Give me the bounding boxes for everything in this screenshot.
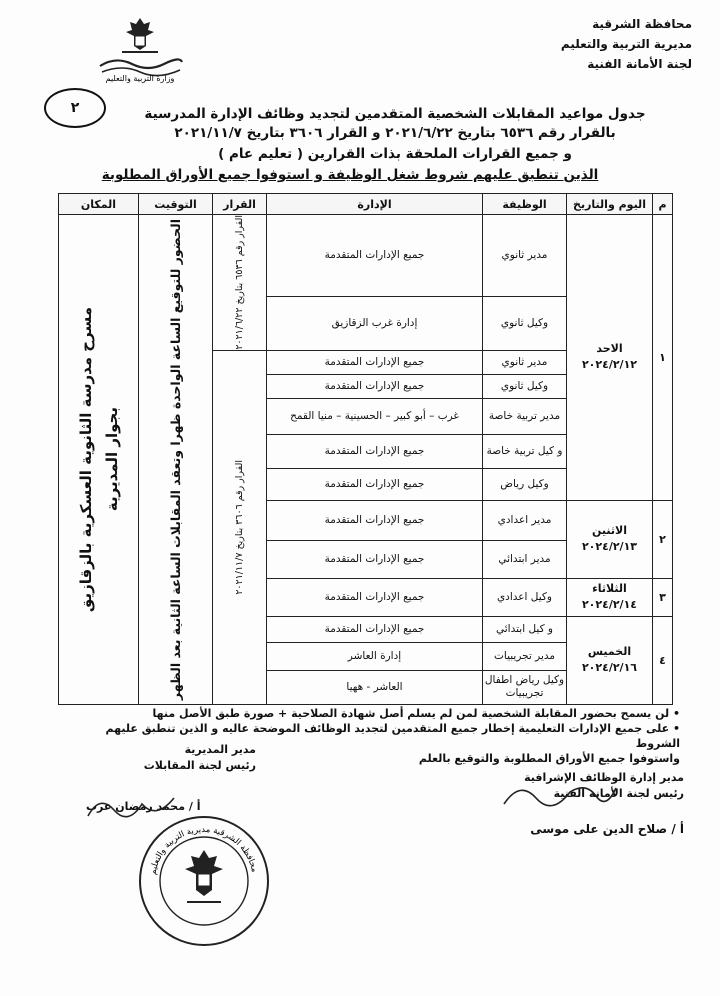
admin-cell: إدارة العاشر [267, 642, 483, 670]
header-place: المكان [59, 194, 139, 215]
signature-left-title-1: مدير المديرية [184, 743, 256, 756]
timing-cell [139, 215, 213, 705]
admin-cell: جميع الإدارات المتقدمة [267, 434, 483, 468]
job-cell: مدير تجريبيات [483, 642, 567, 670]
header-num: م [653, 194, 673, 215]
timing-text: الحضور للتوقيع الساعة الواحدة ظهرا وتعقد المقابلات الساعة الثانية بعد الظهر [168, 218, 183, 700]
job-cell: مدير ابتدائي [483, 540, 567, 578]
admin-cell: إدارة غرب الزقازيق [267, 296, 483, 350]
table-header-row [59, 194, 673, 215]
day-name: الاحد [596, 342, 623, 356]
header-day-date: اليوم والتاريخ [567, 194, 653, 215]
job-cell: مدير اعدادي [483, 500, 567, 540]
ministry-logo [92, 14, 188, 84]
admin-cell: جميع الإدارات المتقدمة [267, 350, 483, 374]
job-cell: وكيل اعدادي [483, 578, 567, 616]
decision-text-2: القرار رقم ٣٦٠٦ بتاريخ ٢٠٢١/١١/٧ [233, 459, 245, 595]
day-number: ٣ [653, 578, 673, 616]
day-number: ٢ [653, 500, 673, 578]
job-cell: مدير تربية خاصة [483, 398, 567, 434]
decision-cell-2 [213, 350, 267, 704]
job-cell: و كيل تربية خاصة [483, 434, 567, 468]
signature-right-name: أ / صلاح الدين على موسى [530, 822, 684, 836]
job-cell: مدير ثانوي [483, 215, 567, 297]
governorate-label: محافظة الشرقية [592, 17, 692, 31]
admin-cell: العاشر - ههيا [267, 670, 483, 704]
job-cell: وكيل ثانوي [483, 374, 567, 398]
handwritten-signature-right [500, 774, 620, 814]
table-row [59, 215, 673, 297]
admin-cell: جميع الإدارات المتقدمة [267, 616, 483, 642]
header-timing: التوقيت [139, 194, 213, 215]
signature-left-name: أ / محمد رمضان عرب [86, 800, 201, 813]
note-2: • على جميع الإدارات التعليمية إخطار جميع المتقدمين لتجديد الوظائف الموضحة عاليه و الذين تنطبق عليهم الشروط [105, 722, 680, 750]
page-number: ٢ [44, 88, 106, 128]
decision-cell-1 [213, 215, 267, 351]
job-cell: وكيل رياض [483, 468, 567, 500]
decision-text-1: القرار رقم ٦٥٣٦ بتاريخ ٢٠٢١/٦/٢٢ [233, 215, 245, 350]
place-cell [59, 215, 139, 705]
job-cell: وكيل رياض اطفال تجريبيات [483, 670, 567, 704]
committee-label: لجنة الأمانة الفنية [587, 57, 692, 71]
day-date-cell [567, 500, 653, 578]
header-block [492, 14, 692, 74]
admin-cell: جميع الإدارات المتقدمة [267, 500, 483, 540]
job-cell: و كيل ابتدائي [483, 616, 567, 642]
header-job: الوظيفة [483, 194, 567, 215]
title-line-3: و جميع القرارات الملحقة بذات القرارين ( تعليم عام ) [218, 146, 572, 162]
schedule-table [58, 193, 673, 705]
note-1: • لن يسمح بحضور المقابلة الشخصية لمن لم يسلم أصل شهادة الصلاحية + صورة طبق الأصل منها [152, 707, 680, 720]
title-line-4 [40, 167, 660, 183]
day-name: الثلاثاء [592, 582, 627, 596]
eagle-emblem-icon [122, 18, 158, 52]
day-date: ٢٠٢٤/٢/١٣ [581, 540, 638, 554]
title-line-4-text: الذين تنطبق عليهم شروط شغل الوظيفة و استوفوا جميع الأوراق المطلوبة [101, 167, 599, 183]
day-date-cell [567, 215, 653, 501]
signature-right-title-1: مدير إدارة الوظائف الإشرافية [524, 771, 684, 784]
directorate-label: مديرية التربية والتعليم [560, 37, 692, 51]
official-seal [135, 812, 273, 950]
title-line-2: بالقرار رقم ٦٥٣٦ بتاريخ ٢٠٢١/٦/٢٢ و القرار ٣٦٠٦ بتاريخ ٢٠٢١/١١/٧ [174, 125, 616, 141]
day-number: ١ [653, 215, 673, 501]
place-text [73, 307, 125, 612]
admin-cell: غرب – أبو كبير – الحسينية – منيا القمح [267, 398, 483, 434]
logo-text: وزارة التربية والتعليم [105, 74, 175, 83]
day-date: ٢٠٢٤/٢/١٤ [581, 598, 638, 612]
note-3: واستوفوا جميع الأوراق المطلوبة والتوقيع بالعلم [418, 752, 680, 765]
title-line-1: جدول مواعيد المقابلات الشخصية المتقدمين لتجديد وظائف الإدارة المدرسية [144, 106, 646, 122]
job-cell: مدير ثانوي [483, 350, 567, 374]
signature-left [86, 742, 256, 774]
day-name: الخميس [587, 645, 632, 659]
day-date-cell [567, 578, 653, 616]
day-date-cell [567, 616, 653, 704]
admin-cell: جميع الإدارات المتقدمة [267, 540, 483, 578]
header-decision: القرار [213, 194, 267, 215]
seal-text: محافظة الشرقية مديرية التربية والتعليم [148, 824, 260, 876]
place-line-2: بجوار المديرية [102, 407, 121, 512]
admin-cell: جميع الإدارات المتقدمة [267, 374, 483, 398]
header-admin: الإدارة [267, 194, 483, 215]
day-name: الاثنين [592, 524, 627, 538]
admin-cell: جميع الإدارات المتقدمة [267, 468, 483, 500]
signature-right-title-2: رئيس لجنة الأمانة الفنية [553, 787, 684, 800]
day-date: ٢٠٢٤/٢/١٦ [581, 661, 638, 675]
day-number: ٤ [653, 616, 673, 704]
eagle-seal-icon [185, 850, 223, 902]
admin-cell: جميع الإدارات المتقدمة [267, 578, 483, 616]
day-date: ٢٠٢٤/٢/١٢ [581, 358, 638, 372]
admin-cell: جميع الإدارات المتقدمة [267, 215, 483, 297]
job-cell: وكيل ثانوي [483, 296, 567, 350]
signature-left-title-2: رئيس لجنة المقابلات [143, 759, 256, 772]
place-line-1: مسرح مدرسة الثانوية العسكرية بالزقازيق [76, 306, 95, 612]
